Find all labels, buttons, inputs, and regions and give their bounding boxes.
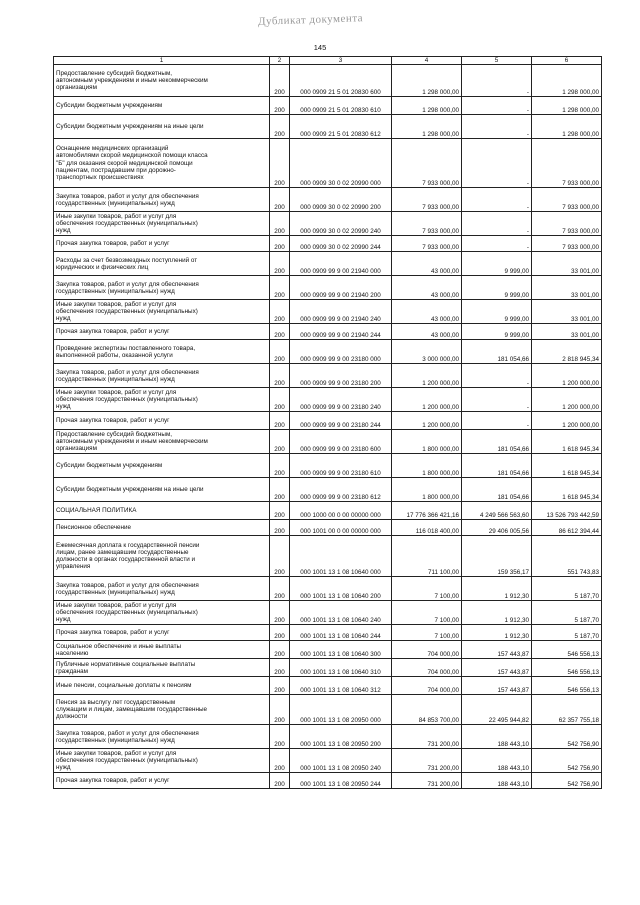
row-approved-amount: 3 000 000,00 (392, 340, 462, 364)
row-executed-amount: 29 406 005,56 (462, 520, 532, 536)
row-name: Субсидии бюджетным учреждениям на иные цели (54, 115, 270, 139)
row-budget-code: 000 1001 13 1 08 10640 310 (290, 659, 392, 677)
row-unexecuted-amount: 7 933 000,00 (532, 188, 602, 212)
row-line-code: 200 (270, 725, 290, 749)
budget-table-body (54, 57, 602, 789)
row-unexecuted-amount: 7 933 000,00 (532, 236, 602, 252)
row-name: Прочая закупка товаров, работ и услуг (54, 625, 270, 641)
row-unexecuted-amount: 1 618 945,34 (532, 430, 602, 454)
row-line-code: 200 (270, 577, 290, 601)
table-row (54, 677, 602, 695)
row-name: Иные закупки товаров, работ и услуг для обеспечения государственных (муниципальных) нужд (54, 601, 270, 625)
row-budget-code: 000 1001 13 1 08 10640 312 (290, 677, 392, 695)
row-unexecuted-amount: 33 001,00 (532, 324, 602, 340)
budget-table (53, 56, 602, 789)
row-line-code: 200 (270, 502, 290, 520)
row-name: Социальное обеспечение и иные выплаты населению (54, 641, 270, 659)
table-row (54, 65, 602, 97)
table-row (54, 478, 602, 502)
row-budget-code: 000 0909 21 5 01 20830 612 (290, 115, 392, 139)
row-line-code: 200 (270, 749, 290, 773)
row-line-code: 200 (270, 601, 290, 625)
row-unexecuted-amount: 1 200 000,00 (532, 364, 602, 388)
row-name: Закупка товаров, работ и услуг для обеспечения государственных (муниципальных) нужд (54, 577, 270, 601)
row-budget-code: 000 1001 13 1 08 10640 240 (290, 601, 392, 625)
row-unexecuted-amount: 1 298 000,00 (532, 115, 602, 139)
row-budget-code: 000 0909 99 9 00 23180 240 (290, 388, 392, 412)
row-unexecuted-amount: 5 187,70 (532, 577, 602, 601)
row-executed-amount: 22 495 944,82 (462, 695, 532, 725)
table-row (54, 276, 602, 300)
row-unexecuted-amount: 1 200 000,00 (532, 388, 602, 412)
row-budget-code: 000 1001 13 1 08 10640 300 (290, 641, 392, 659)
row-name: Закупка товаров, работ и услуг для обеспечения государственных (муниципальных) нужд (54, 276, 270, 300)
row-line-code: 200 (270, 536, 290, 577)
row-approved-amount: 1 298 000,00 (392, 97, 462, 115)
row-line-code: 200 (270, 212, 290, 236)
row-approved-amount: 7 100,00 (392, 601, 462, 625)
row-line-code: 200 (270, 412, 290, 430)
table-row (54, 577, 602, 601)
row-executed-amount: 181 054,66 (462, 454, 532, 478)
table-row (54, 412, 602, 430)
table-row (54, 252, 602, 276)
row-approved-amount: 116 018 400,00 (392, 520, 462, 536)
row-unexecuted-amount: 5 187,70 (532, 625, 602, 641)
row-executed-amount: 188 443,10 (462, 749, 532, 773)
row-line-code: 200 (270, 139, 290, 188)
row-budget-code: 000 0909 99 9 00 21940 244 (290, 324, 392, 340)
row-name: Прочая закупка товаров, работ и услуг (54, 773, 270, 789)
row-executed-amount: 181 054,66 (462, 340, 532, 364)
row-name: Субсидии бюджетным учреждениям на иные цели (54, 478, 270, 502)
row-budget-code: 000 0909 30 0 02 20990 200 (290, 188, 392, 212)
column-header: 3 (290, 57, 392, 65)
row-approved-amount: 43 000,00 (392, 276, 462, 300)
table-row (54, 773, 602, 789)
row-budget-code: 000 1001 13 1 08 20950 240 (290, 749, 392, 773)
row-name: Субсидии бюджетным учреждениям (54, 97, 270, 115)
row-unexecuted-amount: 1 618 945,34 (532, 478, 602, 502)
row-budget-code: 000 0909 21 5 01 20830 610 (290, 97, 392, 115)
row-approved-amount: 1 298 000,00 (392, 65, 462, 97)
row-approved-amount: 43 000,00 (392, 324, 462, 340)
row-budget-code: 000 0909 99 9 00 21940 240 (290, 300, 392, 324)
row-approved-amount: 7 100,00 (392, 625, 462, 641)
row-approved-amount: 43 000,00 (392, 252, 462, 276)
table-row (54, 454, 602, 478)
row-line-code: 200 (270, 641, 290, 659)
table-row (54, 749, 602, 773)
row-line-code: 200 (270, 388, 290, 412)
row-line-code: 200 (270, 773, 290, 789)
row-executed-amount: 4 249 566 563,60 (462, 502, 532, 520)
page-number: 145 (313, 43, 327, 52)
row-executed-amount: 1 912,30 (462, 625, 532, 641)
table-row (54, 601, 602, 625)
row-line-code: 200 (270, 252, 290, 276)
row-executed-amount: 157 443,87 (462, 659, 532, 677)
row-approved-amount: 731 200,00 (392, 773, 462, 789)
table-row (54, 641, 602, 659)
row-unexecuted-amount: 7 933 000,00 (532, 139, 602, 188)
row-approved-amount: 731 200,00 (392, 749, 462, 773)
row-name: Прочая закупка товаров, работ и услуг (54, 324, 270, 340)
row-executed-amount: - (462, 236, 532, 252)
row-approved-amount: 1 800 000,00 (392, 478, 462, 502)
row-approved-amount: 1 200 000,00 (392, 364, 462, 388)
row-executed-amount: 1 912,30 (462, 577, 532, 601)
row-budget-code: 000 0909 99 9 00 21940 200 (290, 276, 392, 300)
table-row (54, 97, 602, 115)
row-executed-amount: 9 999,00 (462, 324, 532, 340)
row-unexecuted-amount: 33 001,00 (532, 276, 602, 300)
table-row (54, 115, 602, 139)
row-approved-amount: 1 200 000,00 (392, 412, 462, 430)
row-approved-amount: 731 200,00 (392, 725, 462, 749)
row-budget-code: 000 0909 30 0 02 20990 244 (290, 236, 392, 252)
table-row (54, 236, 602, 252)
table-row (54, 340, 602, 364)
row-approved-amount: 1 298 000,00 (392, 115, 462, 139)
row-unexecuted-amount: 551 743,83 (532, 536, 602, 577)
table-row (54, 364, 602, 388)
column-header: 6 (532, 57, 602, 65)
table-row (54, 502, 602, 520)
row-budget-code: 000 1001 13 1 08 20950 200 (290, 725, 392, 749)
row-line-code: 200 (270, 340, 290, 364)
row-unexecuted-amount: 33 001,00 (532, 252, 602, 276)
row-name: Закупка товаров, работ и услуг для обеспечения государственных (муниципальных) нужд (54, 725, 270, 749)
table-row (54, 388, 602, 412)
row-executed-amount: 181 054,66 (462, 430, 532, 454)
row-executed-amount: 188 443,10 (462, 773, 532, 789)
row-budget-code: 000 0909 99 9 00 23180 200 (290, 364, 392, 388)
row-name: Иные закупки товаров, работ и услуг для обеспечения государственных (муниципальных) нужд (54, 388, 270, 412)
row-approved-amount: 704 000,00 (392, 641, 462, 659)
row-unexecuted-amount: 33 001,00 (532, 300, 602, 324)
row-name: Проведение экспертизы поставленного товара, выполненной работы, оказанной услуги (54, 340, 270, 364)
row-executed-amount: - (462, 364, 532, 388)
row-name: Расходы за счет безвозмездных поступлений от юридических и физических лиц (54, 252, 270, 276)
row-name: Прочая закупка товаров, работ и услуг (54, 412, 270, 430)
row-executed-amount: 1 912,30 (462, 601, 532, 625)
row-unexecuted-amount: 546 556,13 (532, 659, 602, 677)
row-unexecuted-amount: 546 556,13 (532, 641, 602, 659)
row-name: Оснащение медицинских организаций автомобилями скорой медицинской помощи класса "Б" для оказания скорой медицинской помощи пациентам, пострадавшим при дорожно- транспортных происшествиях (54, 139, 270, 188)
table-row (54, 324, 602, 340)
row-budget-code: 000 1001 13 1 08 10640 244 (290, 625, 392, 641)
row-budget-code: 000 1001 00 0 00 00000 000 (290, 520, 392, 536)
row-budget-code: 000 0909 99 9 00 23180 600 (290, 430, 392, 454)
row-executed-amount: 157 443,87 (462, 641, 532, 659)
row-unexecuted-amount: 546 556,13 (532, 677, 602, 695)
row-name: Прочая закупка товаров, работ и услуг (54, 236, 270, 252)
row-budget-code: 000 1001 13 1 08 20950 244 (290, 773, 392, 789)
row-line-code: 200 (270, 236, 290, 252)
row-executed-amount: - (462, 65, 532, 97)
row-approved-amount: 7 933 000,00 (392, 139, 462, 188)
row-executed-amount: - (462, 412, 532, 430)
row-budget-code: 000 1001 13 1 08 10640 200 (290, 577, 392, 601)
table-row (54, 188, 602, 212)
row-line-code: 200 (270, 115, 290, 139)
column-header: 4 (392, 57, 462, 65)
row-name: Иные закупки товаров, работ и услуг для обеспечения государственных (муниципальных) нужд (54, 749, 270, 773)
row-executed-amount: - (462, 97, 532, 115)
column-header: 2 (270, 57, 290, 65)
row-line-code: 200 (270, 454, 290, 478)
row-name: Иные пенсии, социальные доплаты к пенсиям (54, 677, 270, 695)
row-line-code: 200 (270, 430, 290, 454)
row-budget-code: 000 0909 21 5 01 20830 600 (290, 65, 392, 97)
table-row (54, 536, 602, 577)
row-unexecuted-amount: 1 618 945,34 (532, 454, 602, 478)
row-line-code: 200 (270, 677, 290, 695)
row-name: Пенсионное обеспечение (54, 520, 270, 536)
row-unexecuted-amount: 1 298 000,00 (532, 97, 602, 115)
row-unexecuted-amount: 542 756,90 (532, 749, 602, 773)
row-approved-amount: 704 000,00 (392, 659, 462, 677)
row-unexecuted-amount: 7 933 000,00 (532, 212, 602, 236)
column-header: 1 (54, 57, 270, 65)
table-row (54, 659, 602, 677)
row-approved-amount: 7 933 000,00 (392, 236, 462, 252)
row-name: СОЦИАЛЬНАЯ ПОЛИТИКА (54, 502, 270, 520)
row-line-code: 200 (270, 478, 290, 502)
table-row (54, 520, 602, 536)
row-unexecuted-amount: 542 756,90 (532, 725, 602, 749)
table-row (54, 212, 602, 236)
row-executed-amount: 9 999,00 (462, 252, 532, 276)
row-budget-code: 000 1001 13 1 08 10640 000 (290, 536, 392, 577)
row-budget-code: 000 0909 99 9 00 23180 610 (290, 454, 392, 478)
row-budget-code: 000 0909 99 9 00 23180 000 (290, 340, 392, 364)
row-approved-amount: 43 000,00 (392, 300, 462, 324)
row-name: Публичные нормативные социальные выплаты гражданам (54, 659, 270, 677)
row-budget-code: 000 1000 00 0 00 00000 000 (290, 502, 392, 520)
row-approved-amount: 17 776 366 421,16 (392, 502, 462, 520)
column-header-row (54, 57, 602, 65)
row-approved-amount: 1 800 000,00 (392, 430, 462, 454)
row-name: Пенсия за выслугу лет государственным служащим и лицам, замещавшим государственные должности (54, 695, 270, 725)
row-line-code: 200 (270, 276, 290, 300)
row-line-code: 200 (270, 65, 290, 97)
table-row (54, 139, 602, 188)
row-approved-amount: 704 000,00 (392, 677, 462, 695)
row-executed-amount: - (462, 139, 532, 188)
row-name: Предоставление субсидий бюджетным, автономным учреждениям и иным некоммерческим организациям (54, 430, 270, 454)
row-approved-amount: 84 853 700,00 (392, 695, 462, 725)
row-executed-amount: 188 443,10 (462, 725, 532, 749)
row-unexecuted-amount: 62 357 755,18 (532, 695, 602, 725)
row-unexecuted-amount: 5 187,70 (532, 601, 602, 625)
row-approved-amount: 7 100,00 (392, 577, 462, 601)
table-row (54, 300, 602, 324)
row-unexecuted-amount: 1 200 000,00 (532, 412, 602, 430)
row-line-code: 200 (270, 695, 290, 725)
row-budget-code: 000 1001 13 1 08 20950 000 (290, 695, 392, 725)
row-name: Закупка товаров, работ и услуг для обеспечения государственных (муниципальных) нужд (54, 364, 270, 388)
row-executed-amount: 9 999,00 (462, 276, 532, 300)
row-approved-amount: 711 100,00 (392, 536, 462, 577)
row-executed-amount: - (462, 115, 532, 139)
row-unexecuted-amount: 1 298 000,00 (532, 65, 602, 97)
row-executed-amount: - (462, 388, 532, 412)
row-approved-amount: 7 933 000,00 (392, 188, 462, 212)
row-approved-amount: 1 800 000,00 (392, 454, 462, 478)
row-line-code: 200 (270, 300, 290, 324)
row-approved-amount: 7 933 000,00 (392, 212, 462, 236)
row-executed-amount: - (462, 188, 532, 212)
row-line-code: 200 (270, 324, 290, 340)
table-row (54, 430, 602, 454)
row-executed-amount: 181 054,66 (462, 478, 532, 502)
row-line-code: 200 (270, 659, 290, 677)
row-line-code: 200 (270, 188, 290, 212)
row-unexecuted-amount: 86 612 394,44 (532, 520, 602, 536)
row-line-code: 200 (270, 520, 290, 536)
row-approved-amount: 1 200 000,00 (392, 388, 462, 412)
row-name: Предоставление субсидий бюджетным, автономным учреждениям и иным некоммерческим организациям (54, 65, 270, 97)
row-unexecuted-amount: 2 818 945,34 (532, 340, 602, 364)
row-executed-amount: 157 443,87 (462, 677, 532, 695)
row-name: Иные закупки товаров, работ и услуг для обеспечения государственных (муниципальных) нужд (54, 212, 270, 236)
table-row (54, 625, 602, 641)
row-name: Субсидии бюджетным учреждениям (54, 454, 270, 478)
row-executed-amount: 9 999,00 (462, 300, 532, 324)
row-budget-code: 000 0909 99 9 00 23180 244 (290, 412, 392, 430)
row-line-code: 200 (270, 364, 290, 388)
row-executed-amount: 159 356,17 (462, 536, 532, 577)
row-budget-code: 000 0909 99 9 00 21940 000 (290, 252, 392, 276)
row-name: Иные закупки товаров, работ и услуг для обеспечения государственных (муниципальных) нужд (54, 300, 270, 324)
duplicate-stamp: Дубликат документа (257, 12, 364, 28)
row-name: Ежемесячная доплата к государственной пенсии лицам, ранее замещавшим государственные должности в органах государственной власти и управления (54, 536, 270, 577)
table-row (54, 725, 602, 749)
row-budget-code: 000 0909 99 9 00 23180 612 (290, 478, 392, 502)
row-line-code: 200 (270, 625, 290, 641)
table-row (54, 695, 602, 725)
row-budget-code: 000 0909 30 0 02 20990 000 (290, 139, 392, 188)
row-name: Закупка товаров, работ и услуг для обеспечения государственных (муниципальных) нужд (54, 188, 270, 212)
row-budget-code: 000 0909 30 0 02 20990 240 (290, 212, 392, 236)
column-header: 5 (462, 57, 532, 65)
row-executed-amount: - (462, 212, 532, 236)
row-line-code: 200 (270, 97, 290, 115)
row-unexecuted-amount: 542 756,90 (532, 773, 602, 789)
row-unexecuted-amount: 13 526 793 442,59 (532, 502, 602, 520)
